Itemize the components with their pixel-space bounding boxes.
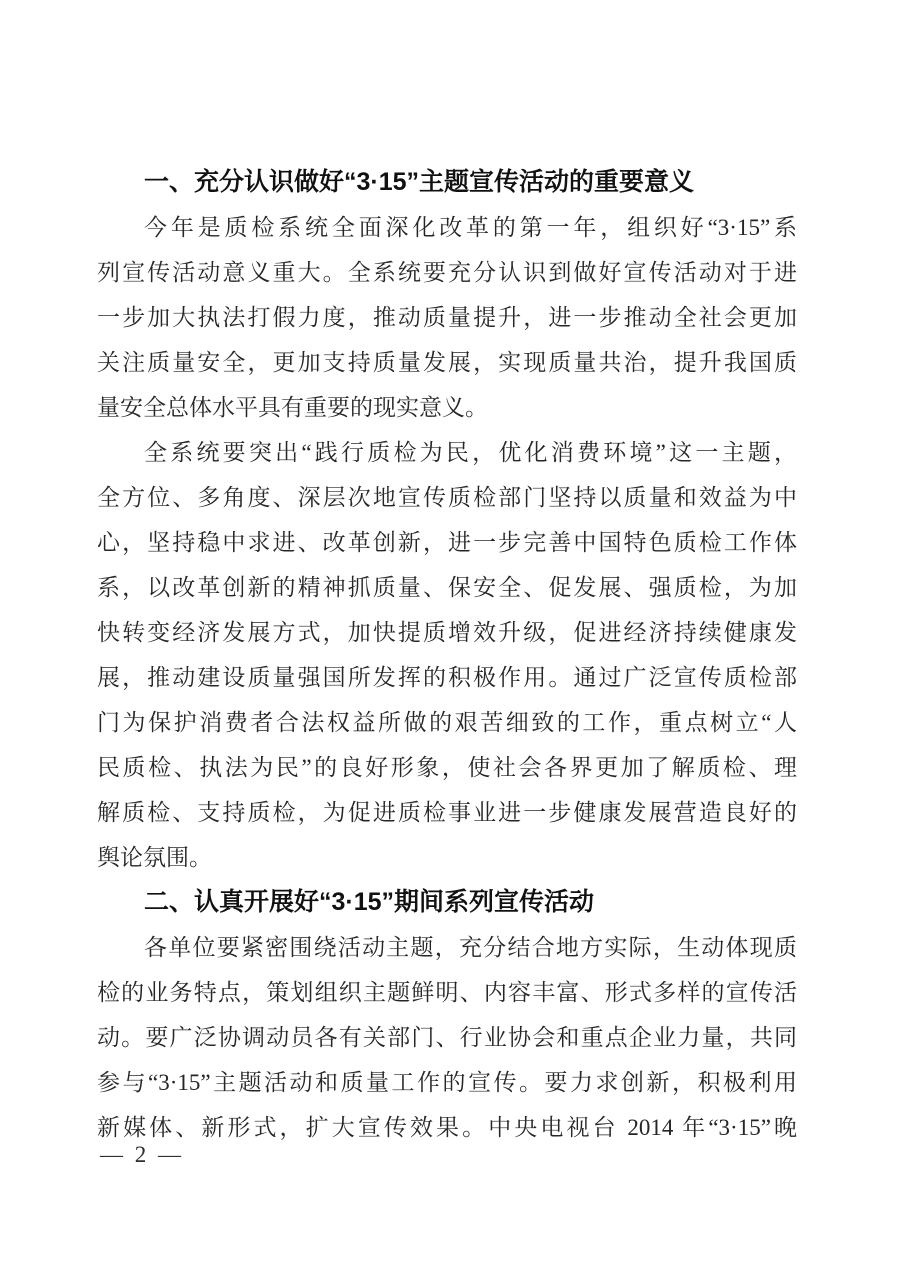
document-body <box>97 160 797 1150</box>
body-line: 动。要广泛协调动员各有关部门、行业协会和重点企业力量，共同 <box>97 1025 797 1050</box>
section-1-heading: 一、充分认识做好“3·15”主题宣传活动的重要意义 <box>144 168 695 196</box>
body-line: 检的业务特点，策划组织主题鲜明、内容丰富、形式多样的宣传活 <box>97 980 797 1005</box>
body-line: 舆论氛围。 <box>97 845 212 870</box>
body-line: 展，推动建设质量强国所发挥的积极作用。通过广泛宣传质检部 <box>97 665 797 690</box>
section-2-heading: 二、认真开展好“3·15”期间系列宣传活动 <box>144 888 595 916</box>
body-line: 各单位要紧密围绕活动主题，充分结合地方实际，生动体现质 <box>144 935 797 960</box>
body-line: 全方位、多角度、深层次地宣传质检部门坚持以质量和效益为中 <box>97 485 797 510</box>
body-line: 量安全总体水平具有重要的现实意义。 <box>97 395 488 420</box>
page-number: — 2 — <box>100 1142 184 1167</box>
body-line: 列宣传活动意义重大。全系统要充分认识到做好宣传活动对于进 <box>97 260 797 285</box>
body-line: 全系统要突出“践行质检为民，优化消费环境”这一主题， <box>144 440 797 465</box>
body-line: 参与“3·15”主题活动和质量工作的宣传。要力求创新，积极利用 <box>97 1070 797 1095</box>
body-line: 解质检、支持质检，为促进质检事业进一步健康发展营造良好的 <box>97 800 797 825</box>
body-line: 民质检、执法为民”的良好形象，使社会各界更加了解质检、理 <box>97 755 797 780</box>
body-line: 今年是质检系统全面深化改革的第一年，组织好“3·15”系 <box>144 215 797 240</box>
body-line: 一步加大执法打假力度，推动质量提升，进一步推动全社会更加 <box>97 305 797 330</box>
body-line: 关注质量安全，更加支持质量发展，实现质量共治，提升我国质 <box>97 350 797 375</box>
body-line: 快转变经济发展方式，加快提质增效升级，促进经济持续健康发 <box>97 620 797 645</box>
body-line: 门为保护消费者合法权益所做的艰苦细致的工作，重点树立“人 <box>97 710 797 735</box>
body-line: 系，以改革创新的精神抓质量、保安全、促发展、强质检，为加 <box>97 575 797 600</box>
body-line: 新媒体、新形式，扩大宣传效果。中央电视台 2014 年“3·15”晚 <box>97 1115 797 1140</box>
body-line: 心，坚持稳中求进、改革创新，进一步完善中国特色质检工作体 <box>97 530 797 555</box>
